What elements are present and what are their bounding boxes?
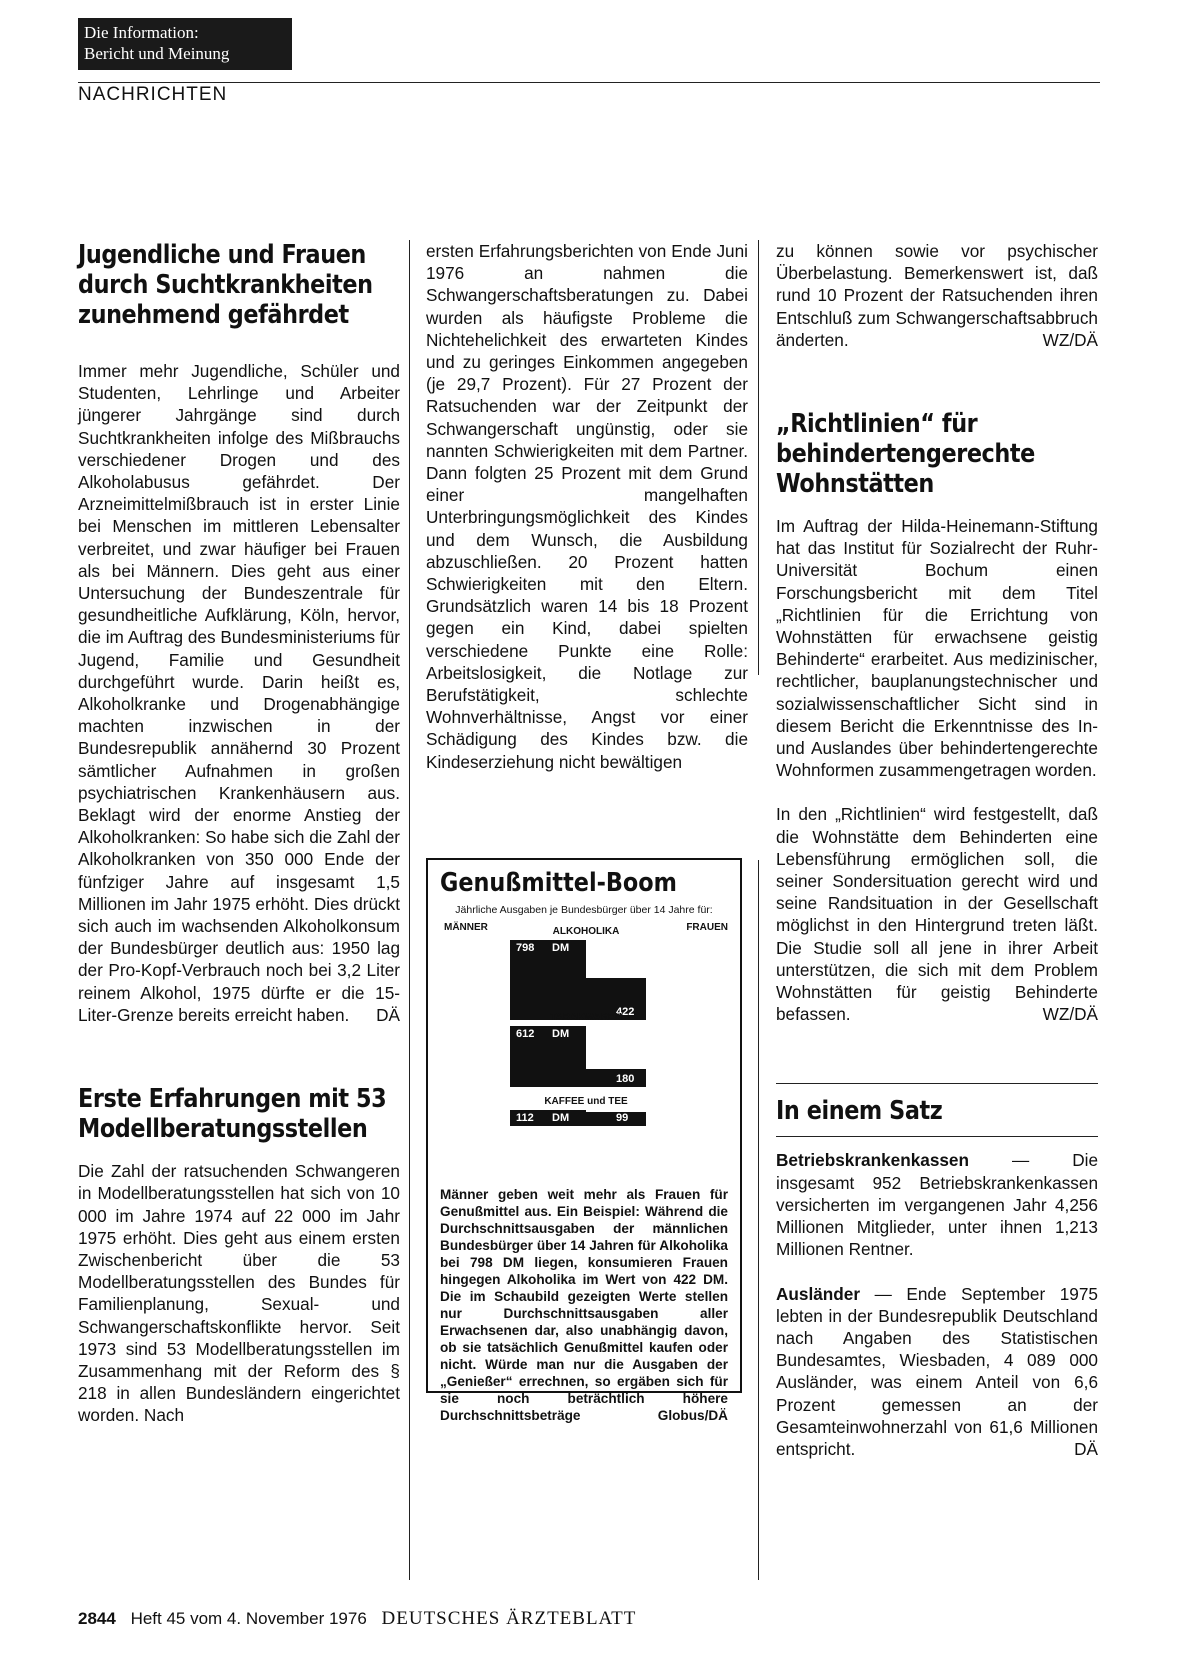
in-einem-satz-rule bbox=[776, 1083, 1098, 1084]
article1-title: Jugendliche und Frauen durch Suchtkrankheiten zunehmend gefährdet bbox=[78, 240, 373, 330]
masthead-line1: Die Information: bbox=[84, 23, 199, 42]
column-rule-2a bbox=[758, 240, 759, 675]
category-label-0: ALKOHOLIKA bbox=[552, 926, 620, 937]
value-maenner-1: 612 bbox=[516, 1028, 535, 1040]
box-text-body: Männer geben weit mehr als Frauen für Genußmittel aus. Ein Beispiel: Während die Durchschnittsausgaben der männlichen Bundesbürger über 14 Jahren für Alkoholika bei 798 DM liegen, konsumieren Frauen hingegen Alkoholika im Wert von 422 DM. Die im Schaubild gezeigten Werte stellen nur Durchschnittsausgaben aller Erwachsenen dar, also unabhängig davon, ob sie tatsächlich Genußmittel kaufen oder nicht. Würde man nur die Ausgaben der „Genießer“ errechnen, so ergäben sich für sie noch beträchtlich höhere Durchschnittsbeträge bbox=[440, 1187, 728, 1423]
article1-text: Immer mehr Jugendliche, Schüler und Studenten, Lehrlinge und Arbeiter jüngerer Jahrgänge sind durch Suchtkrankheiten infolge des Mißbrauchs verschiedener Drogen und des Alkoholabusus gefährdet. Der Arzneimittelmißbrauch ist in erster Linie bei Menschen im mittleren Lebensalter verbreitet, und zwar häufiger bei Frauen als bei Männern. Dies geht aus einer Untersuchung der Bundeszentrale für gesundheitliche Aufklärung, Köln, hervor, die im Auftrag des Bundesministeriums für Jugend, Familie und Gesundheit durchgeführt wurde. Darin heißt es, Alkoholkranke und Drogenabhängige machten inzwischen in der Bundesrepublik annähernd 30 Prozent sämtlicher Aufnahmen in großen psychiatrischen Krankenhäusern aus. Beklagt wird der enorme Anstieg der Alkoholkranken: So habe sich die Zahl der Alkoholkranken von 350 000 Ende der fünfziger Jahre auf insgesamt 1,5 Millionen im Jahr 1975 erhöht. Dies drückt sich auch im wachsenden Alkoholkonsum der Bundesbürger deutlich aus: 1950 lag der Pro-Kopf-Verbrauch noch bei 3,2 Liter reinem Alkohol, 1975 dürfte er die 15-Liter-Grenze bereits erreicht haben. bbox=[78, 361, 400, 1025]
box-title: Genußmittel-Boom bbox=[440, 868, 677, 898]
label-frauen: FRAUEN bbox=[686, 922, 728, 933]
box-subtitle: Jährliche Ausgaben je Bundesbürger über 14 Jahre für: bbox=[455, 904, 713, 916]
unit-label-1: DM bbox=[552, 1028, 570, 1040]
value-frauen-1: 180 bbox=[616, 1073, 635, 1086]
value-maenner-0: 798 bbox=[516, 942, 535, 954]
article2-title: Erste Erfahrungen mit 53 Modellberatungsstellen bbox=[78, 1084, 387, 1145]
satz-item2-sign: DÄ bbox=[1074, 1438, 1098, 1459]
masthead-line2: Bericht und Meinung bbox=[84, 44, 230, 63]
genussmittel-chart bbox=[440, 918, 732, 1180]
top-rule bbox=[78, 82, 1100, 83]
label-maenner: MÄNNER bbox=[444, 922, 488, 933]
in-einem-satz-title: In einem Satz bbox=[776, 1096, 943, 1127]
article3-text-p2: In den „Richtlinien“ wird festgestellt, daß die Wohnstätte dem Behinderten eine Lebensführung ermöglichen soll, die seiner Sondersituation gerecht wird und seine Randsituation in der Gesellschaft möglichst in den Hintergrund treten läßt. Die Studie soll all jene in ihrer Arbeit unterstützen, die sich mit dem Problem Wohnstätten für geistig Behinderte befassen. bbox=[776, 804, 1098, 1025]
article2-text-col3: zu können sowie vor psychischer Überbelastung. Bemerkenswert ist, daß rund 10 Prozent der Ratsuchenden ihren Entschluß zum Schwangerschaftsabbruch änderten. bbox=[776, 241, 1098, 350]
article2-body-col1: Die Zahl der ratsuchenden Schwangeren in Modellberatungsstellen hat sich von 10 000 im Jahre 1974 auf 22 000 im Jahr 1975 erhöht. Dies geht aus einem ersten Zwischenbericht über die 53 Modellberatungsstellen des Bundes für Familienplanung, Sexual- und Schwangerschaftskonflikte hervor. Seit 1973 sind 53 Modellberatungsstellen im Zusammenhang mit der Reform des § 218 in allen Bundesländern eingerichtet worden. Nach bbox=[78, 1161, 400, 1426]
section-label: NACHRICHTEN bbox=[78, 84, 228, 105]
satz-item2 bbox=[776, 1283, 1098, 1461]
satz-item1-text: — Die insgesamt 952 Betriebskrankenkassen versicherten im vergangenen Jahr 4,256 Millionen Mitglieder, unter ihnen 1,213 Millionen Rentner. bbox=[776, 1150, 1098, 1260]
article3-body-p2 bbox=[776, 803, 1098, 1025]
issue-info: Heft 45 vom 4. November 1976 bbox=[130, 1609, 367, 1628]
column-3 bbox=[776, 240, 1098, 1460]
article3-body-p1: Im Auftrag der Hilda-Heinemann-Stiftung hat das Institut für Sozialrecht der Ruhr-Universität Bochum einen Forschungsbericht mit dem Titel „Richtlinien für die Errichtung von Wohnstätten für erwachsene geistig Behinderte“ erarbeitet. Aus medizinischer, rechtlicher, bauplanungstechnischer und sozialwissenschaftlicher Sicht sind in diesem Bericht die Erkenntnisse des In- und Auslandes über behindertengerechte Wohnformen zusammengetragen worden. bbox=[776, 516, 1098, 781]
article3-title: „Richtlinien“ für behindertengerechte Wohnstätten bbox=[776, 409, 1035, 500]
box-sign: Globus/DÄ bbox=[657, 1408, 728, 1423]
article1-sign: DÄ bbox=[376, 1004, 400, 1025]
masthead bbox=[78, 18, 292, 70]
article2-body-col3 bbox=[776, 240, 1098, 351]
in-einem-satz-rule-bottom bbox=[776, 1136, 1098, 1137]
column-rule-2b bbox=[758, 860, 759, 1580]
satz-item1-keyword: Betriebskrankenkassen bbox=[776, 1150, 969, 1171]
article2-sign: WZ/DÄ bbox=[1042, 329, 1098, 350]
value-frauen-0: 422 bbox=[616, 1005, 635, 1018]
unit-label-0: DM bbox=[552, 942, 570, 954]
column-1 bbox=[78, 240, 400, 1427]
page-footer bbox=[78, 1608, 636, 1630]
article3-sign: WZ/DÄ bbox=[1042, 1004, 1098, 1025]
column-rule-1 bbox=[409, 240, 410, 1580]
article1-body bbox=[78, 360, 400, 1026]
satz-item2-text: — Ende September 1975 lebten in der Bundesrepublik Deutschland nach Angaben des Statistischen Bundesamtes, Wiesbaden, 4 089 000 Ausländer, was einem Anteil von 6,6 Prozent gemessen an der Gesamteinwohnerzahl von 61,6 Millionen entspricht. bbox=[776, 1283, 1098, 1459]
article2-body-col2: ersten Erfahrungsberichten von Ende Juni 1976 an nahmen die Schwangerschaftsberatungen zu. Dabei wurden als häufigste Probleme die Nichtehelichkeit des erwarteten Kindes und zu geringes Einkommen angegeben (je 29,7 Prozent). Für 27 Prozent der Ratsuchenden war der Zeitpunkt der Schwangerschaft ungünstig, oder sie nannten Schwierigkeiten mit dem Partner. Dann folgten 25 Prozent mit dem Grund einer mangelhaften Unterbringungsmöglichkeit des Kindes und dem Wunsch, die Ausbildung abzuschließen. 20 Prozent hatten Schwierigkeiten mit den Eltern. Grundsätzlich waren 14 bis 18 Prozent gegen ein Kind, dabei spielten verschiedene Punkte eine Rolle: Arbeitslosigkeit, die Notlage zur Berufstätigkeit, schlechte Wohnverhältnisse, Angst vor einer Schädigung des Kindes bzw. die Kindeserziehung nicht bewältigen bbox=[426, 241, 748, 772]
value-frauen-2: 99 bbox=[616, 1112, 629, 1124]
column-2 bbox=[426, 240, 748, 773]
genussmittel-box bbox=[426, 858, 742, 1423]
category-label-2: KAFFEE und TEE bbox=[544, 1096, 628, 1107]
value-maenner-2: 112 bbox=[516, 1112, 534, 1124]
category-label-1: TABAKWAREN bbox=[550, 1012, 622, 1023]
unit-label-2: DM bbox=[552, 1112, 570, 1124]
box-text bbox=[440, 1186, 728, 1424]
page-number: 2844 bbox=[78, 1609, 116, 1628]
satz-item1 bbox=[776, 1149, 1098, 1260]
magazine-name: DEUTSCHES ÄRZTEBLATT bbox=[381, 1608, 637, 1629]
satz-item2-keyword: Ausländer bbox=[776, 1283, 861, 1304]
